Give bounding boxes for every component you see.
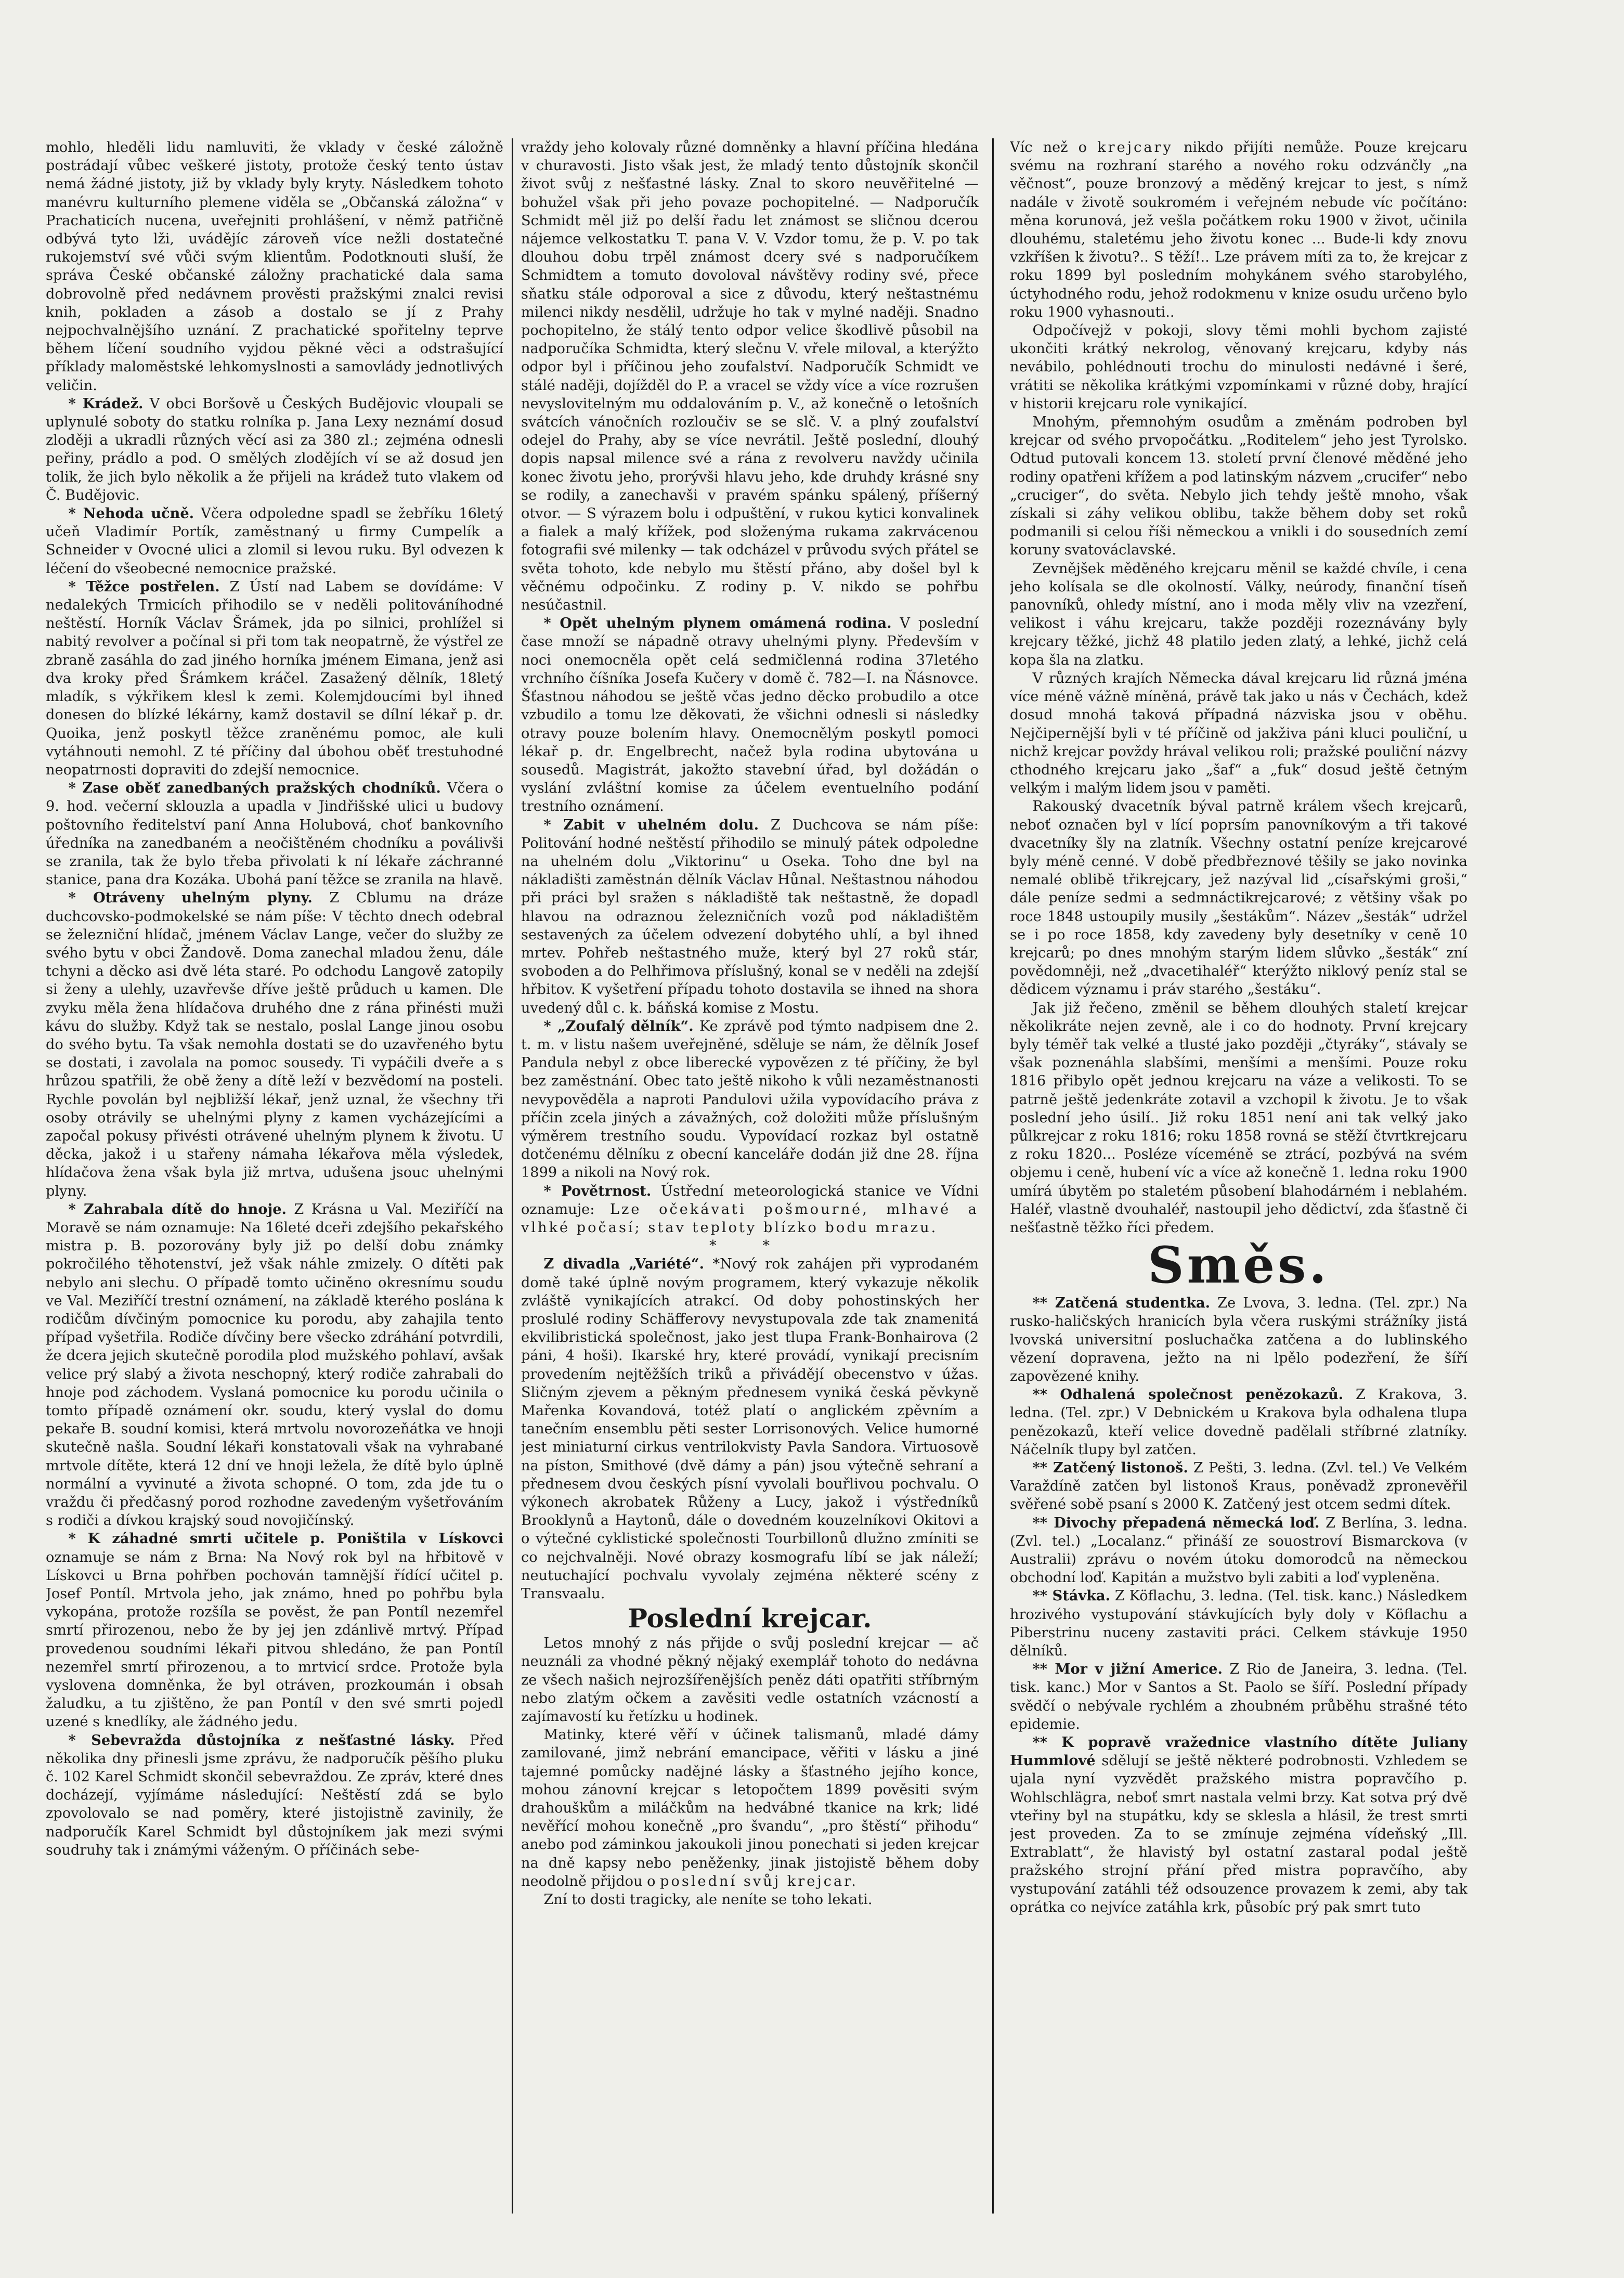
article-paragraph <box>46 1731 503 1859</box>
article-paragraph <box>1010 138 1467 321</box>
article-paragraph <box>1010 321 1467 413</box>
article-text: Rakouský dvacetník býval patrně králem všech krejcarů, neboť označen byl v lící poprsím panovníkovým a tři takové dvacetníky šly na zlatník. Všechny ostatní peníze krejcarové byly méně cenné. V době předbřeznové těšily se jako novinka nemalé oblibě třikrejcary, jež nazýval lid „císařskými groši,“ dále peníze sedmi a sedmnáctikrejcarové; z většiny však po roce 1848 ustoupily musily „šestákům“. Název „šesták“ udržel se i po roce 1858, kdy zavedeny byly desetníky v ceně 10 krejcarů; po dnes mnohým starým lidem slůvko „šesták“ zní povědomněji, než „dvacetihaléř“ kterýžto niklový peníz stal se dědicem významu i práv starého „šestáku“. <box>1010 798 1467 998</box>
article-text: Z Berlína, 3. ledna. (Zvl. tel.) „Localanz.“ přináší ze souostroví Bismarckova (v Australii) zprávu o novém útoku domorodců na německou obchodní loď. Kapitán a mužstvo byli zabiti a loď vypleněna. <box>1010 1515 1467 1586</box>
article-text: Z Pešti, 3. ledna. (Zvl. tel.) Ve Velkém Varaždíně zatčen byl listonoš Kraus, poněvadž zpronevěřil svěřené sobě psaní s 2000 K. Zatčený jest otcem sedmi dítek. <box>1010 1460 1467 1513</box>
article-paragraph <box>521 1017 979 1182</box>
article-paragraph <box>521 138 979 614</box>
article-lead: * K záhadné smrti učitele p. Poništila v Lískovci <box>68 1530 503 1547</box>
article-text: Z Rio de Janeira, 3. ledna. (Tel. tisk. kanc.) Mor v Santos a St. Paolo se šíří. Poslední případy svědčí o nebývale rychlém a zhoubném průběhu strašné této epidemie. <box>1010 1661 1467 1732</box>
article-text: sdělují se ještě některé podrobnosti. Vzhledem se ujala nyní vyzvědět pražského mistra popravčího p. Wohlschlägra, neboť smrt nastala velmi brzy. Kat sotva prý dvě vteřiny byl na stupátku, kdy se sklesla a hlásil, že trest smrti jest proveden. Za to se zmínuje zejména vídeňský „Ill. Extrablatt“, že hlavistý byl ostatní zastaral podal ještě pražského strojní přání před mistra popravčího, aby vystupování zatáhli též odsouzence provazem k zemi, aby tak oprátka co nejvíce zatáhla krk, působíc prý pak smrt tuto <box>1010 1753 1467 1915</box>
article-lead: ** Divochy přepadená německá loď. <box>1032 1514 1320 1531</box>
section-heading: Směs. <box>1148 1236 1330 1295</box>
article-paragraph <box>1010 1294 1467 1386</box>
column-2 <box>521 138 979 2214</box>
article-text: Z Krásna u Val. Meziříčí na Moravě se nám oznamuje: Na 16leté dceři zdejšího pekařského mistra p. B. pozorovány byly již po delší dobu známky pokročilého těhotenství, jež však náhle zmizely. O dítěti pak nebylo ani slechu. O případě tomto učiněno okresnímu soudu ve Val. Meziříčí trestní oznámení, na základě kterého poslána k rodičům dívčiným pomocnice ku porodu, aby zahajila tento případ vyšetřila. Rodiče dívčiny bere všecko zdráhání potvrdili, že dcera jejich skutečně porodila plod mužského pohlaví, avšak velice prý slabý a života neschopný, který rodiče zahrabali do hnoje pod záchodem. Vyslaná pomocnice ku porodu učinila o tomto případě oznámení okr. soudu, který vyslal do domu pekaře B. soudní komisi, která mrtvolu novorozeňátka ve hnoji skutečně našla. Soudní lékaři konstatovali však na vyhrabané mrtvole dítěte, která 12 dní ve hnoji ležela, že dítě bylo úplně normální a vyvinuté a života schopné. O tom, zda jde tu o vraždu či předčasný porod rozhodne zavedeným vyšetřováním s rodiči a dívkou krajský soud novojičínský. <box>46 1201 503 1529</box>
section-heading: Poslední krejcar. <box>628 1603 872 1634</box>
article-paragraph <box>46 1530 503 1731</box>
article-text: Z Köflachu, 3. ledna. (Tel. tisk. kanc.) Následkem hrozivého vystupování stávkujících byly doly v Köflachu a Piberstrinu nuceny zastaviti práci. Celkem stávkuje 1950 dělníků. <box>1010 1588 1467 1660</box>
article-lead: ** Stávka. <box>1032 1587 1111 1604</box>
article-paragraph <box>1010 999 1467 1237</box>
article-paragraph <box>1010 1660 1467 1733</box>
article-lead: * Povětrnost. <box>543 1182 652 1199</box>
article-text: *Nový rok zahájen při vyprodaném domě také úplně novým programem, který vykazuje několik zvláště vynikajících atrakcí. Od doby pohostinských her proslulé rodiny Schäfferovy nevystupovala zde tak znamenitá ekvilibristická společnost, jako jest tlupa Frank-Bonhairova (2 páni, 4 hoši). Ikarské hry, které provádí, vynikají precisním provedením nejtěžších triků a přivádějí obecenstvo v úžas. Sličným zjevem a pěkným přednesem vyniká česká pěvkyně Mařenka Kovandová, totéž platí o anglickém zpěvním a tanečním ensemblu pěti sester Lorrisonových. Velice humorné jest miniaturní cirkus ventrilokvisty Pavla Sandora. Virtuosově na píston, Smithové (dvě dámy a pán) jsou výtečně sehraní a přednesem dvou českých písní vyvolali bouřlivou pochvalu. O výkonech akrobatek Růženy a Lucy, jakož i výstředníků Brooklynů a Haytonů, dále o dovedném kouzelníkovi Okitovi a o výtečné cyklistické společnosti Tourbillonů dlužno zmíniti se co nejchvalněji. Nové obrazy kosmografu líbí se jak náleží; neutuchající pochvalu vyvolaly zejména některé scény z Transvaalu. <box>521 1256 979 1602</box>
article-paragraph <box>1010 669 1467 797</box>
article-lead: ** Zatčená studentka. <box>1032 1295 1211 1312</box>
article-text: Víc než o <box>1010 139 1098 156</box>
article-paragraph <box>46 138 503 395</box>
article-paragraph <box>46 779 503 889</box>
article-text: Z Duchcova se nám píše: Politování hodné neštěstí přihodilo se minulý pátek odpoledne na uhelném dolu „Viktorinu“ u Oseka. Toho dne byl na nákladišti zaměstnán dělník Václav Hůnal. Neštastnou náhodou při práci byl sražen s nákladiště tak neštastně, že dopadl hlavou na odraznou železničních vozů pod nákladištěm sestavených za účelem odvezení dobytého uhlí, a byl ihned mrtev. Pohřeb neštastného muže, který byl 27 roků stár, svoboden a do Pelhřimova příslušný, konal se v neděli na zdejší hřbitov. K vyšetření případu tohoto dostavila se ihned na shora uvedený důl c. k. báňská komise z Mostu. <box>521 817 979 1016</box>
article-paragraph <box>521 1255 979 1603</box>
article-paragraph <box>1010 1459 1467 1514</box>
column-divider <box>992 138 994 2214</box>
article-lead: * Těžce postřelen. <box>68 578 220 595</box>
article-paragraph <box>521 1182 979 1237</box>
article-lead: * Opět uhelným plynem omámená rodina. <box>543 615 892 632</box>
article-paragraph <box>46 1200 503 1530</box>
article-text: Včera o 9. hod. večerní sklouzla a upadla v Jindřišské ulici u budovy poštovního ředitelství paní Anna Holubová, choť bankovního úředníka na zanedbaném a neočištěném chodníku a poválivši se zranila, tak že bylo třeba přivolati k ní lékaře záchranné stanice, pana dra Kozáka. Ubohá paní těžce se zranila na hlavě. <box>46 780 503 888</box>
column-divider <box>512 138 513 2214</box>
article-text: Ústřední meteorologická stanice ve Vídni oznamuje: <box>521 1183 979 1218</box>
article-lead: * Krádež. <box>68 395 144 412</box>
article-text: Ke zprávě pod týmto nadpisem dne 2. t. m. v listu našem uveřejněné, sděluje se nám, že dělník Josef Pandula nebyl z obce liberecké vypovězen z té příčiny, že byl bez zaměstnání. Obec tato ještě nikoho k vůli nezaměstnanosti nevypověděla a naproti Pandulovi užila vypovídacího práva z příčin zcela jiných a závažných, což doložiti může příslušným výměrem trestního soudu. Vypovídací rozkaz byl ostatně dotčenému dělníku z obecní kanceláře dodán již dne 28. října 1899 a nikoli na Nový rok. <box>521 1018 979 1181</box>
article-paragraph <box>46 889 503 1200</box>
article-text: Jak již řečeno, změnil se během dlouhých staletí krejcar několikráte nejen zevně, ale i co do hodnoty. První krejcary byly téměř tak velké a tlusté jako později „čtyráky“, stávaly se však poznenáhla slabšími, menšími a menšími. Pouze roku 1816 přibylo opět jednou krejcaru na váze a velikosti. To se patrně ještě jedenkráte zotavil a vzchopil k životu. Je to však poslední jeho úsilí.. Již roku 1851 není ani tak velký jako půlkrejcar z roku 1816; roku 1858 rovná se stěží čtvrtkrejcaru z roku 1820... Posléze víceméně se ztrácí, pozbývá na svém objemu i ceně, hubení víc a více až konečně 1. ledna roku 1900 umírá úbytěm po staletém působení blahodárném i neblahém. Haléř, vlastně dvouhaléř, nastoupil jeho dědictví, zda šťastně či nešťastně těžko říci předem. <box>1010 1000 1467 1236</box>
article-text: Včera odpoledne spadl se žebříku 16letý učeň Vladimír Portík, zaměstnaný u firmy Cumpelík a Schneider v Ovocné ulici a zlomil si levou ruku. Byl odvezen k léčení do všeobecné nemocnice pražské. <box>46 506 503 577</box>
article-text: oznamuje se nám z Brna: Na Nový rok byl na hřbitově v Lískovci u Brna pohřben pochován tamnější řídící učitel p. Josef Pontíl. Mrtvola jeho, jak známo, hned po pohřbu byla vykopána, protože rozšíla se pověst, že pan Pontíl nezemřel smrtí přirozenou, nebo že by jej jen zdánlivě mrtvý. Případ provedenou soudními lékaři pitvou shledáno, že pan Pontíl nezemřel smrtí přirozenou, a to mrtvicí srdce. Protože byla vyslovena domněnka, že byl otráven, prozkoumán i obsah žaludku, a tu zjištěno, že pan Pontíl v den své smrti pojedl uzené s knedlíky, ale žádného jedu. <box>46 1549 503 1730</box>
article-paragraph <box>1010 1386 1467 1459</box>
article-lead: * Nehoda učně. <box>68 505 194 522</box>
article-text: Z Cblumu na dráze duchcovsko-podmokelské se nám píše: V těchto dnech odebral se železniční hlídač, jménem Václav Lange, večer do služby ze svého bytu v obci Žandově. Doma zanechal mladou ženu, dále tchyni a děcko asi dvě léta staré. Po odchodu Langově zatopily si ženy a ulehly, uzavřevše dříve ještě průduch u kamen. Dle zvyku měla žena hlídačova druhého dne z rána přinésti muži kávu do služby. Když tak se nestalo, poslal Lange jinou osobu do svého bytu. Ta však nemohla dostati se do uzavřeného bytu se dostati, i zavolala na pomoc sousedy. Ti vypáčili dveře a s hrůzou spatřili, že obě ženy a dítě leží v bezvědomí na posteli. Rychle povolán byl nejbližší lékař, jenž uznal, že všechny tři osoby otrávily se uhelnými plyny z kamen vycházejícími a započal pokusy přivésti otrávené uhelným plynem k životu. U děcka, jakož i u stařeny námaha lékařova měla výsledek, hlídačova žena však byla již mrtva, udušena jsouc uhelnými plyny. <box>46 890 503 1199</box>
article-text: mohlo, hleděli lidu namluviti, že vklady v české záložně postrádají vůbec veškeré jistoty, protože český tento ústav nemá žádné jistoty, již by vklady byly kryty. Následkem tohoto manévru kulturního plemene viděla se „Občanská záložna“ v Prachaticích nucena, uveřejniti prohlášení, v němž patřičně odbývá tyto lži, uvádějíc zároveň více nežli dostatečné rukojemství své vůči svým klientům. Podotknouti sluší, že správa České občanské záložny prachatické dala sama dobrovolně před nedávnem prověsti pražskými znalci revisi knih, pokladen a zásob a dostalo se jí z Prahy nejpochvalnějšího uznání. Z prachatické spořitelny teprve během líčení soudního vyjdou pěkné věci a odstrašující příklady maloměstské lehkomyslnosti a samovlády jednotlivých veličin. <box>46 139 503 394</box>
article-text: Z Ústí nad Labem se dovídáme: V nedalekých Trmicích přihodilo se v neděli politováníhodné neštěstí. Horník Václav Šrámek, jda po silnici, prohlížel si nabitý revolver a počínal si při tom tak neopatrně, že výstřel ze zbraně zasáhla do zad jiného horníka jménem Eimana, jenž asi dva kroky před Šrámkem kráčel. Zasažený dělník, 18letý mladík, s výkřikem klesl k zemi. Kolemjdoucími byl ihned donesen do blízké lékárny, kamž dostavil se dílní lékař p. dr. Quoika, jenž poskytl těžce zraněnému pomoc, ale kuli vytáhnouti nemohl. Z té příčiny dal úbohou oběť trestuhodné neopatrnosti dopraviti do zdejší nemocnice. <box>46 578 503 778</box>
article-paragraph <box>1010 560 1467 669</box>
article-lead: * Sebevražda důstojníka z nešťastné lásky. <box>68 1731 455 1749</box>
article-text: Z Krakova, 3. ledna. (Tel. zpr.) V Debnickém u Krakova byla odhalena tlupa penězokazů, kteří velice dovedně padělali stříbrné zlatníky. Náčelník tlupy byl zatčen. <box>1010 1387 1467 1458</box>
article-paragraph <box>46 395 503 504</box>
article-text: Letos mnohý z nás přijde o svůj poslední krejcar — ač neuználi za vhodné pěkný nějaký exemplář tohoto do nedávna ze všech našich nejrozšířenějších peněz dáti opatřiti stříbrným nebo zlatým očkem a zavěsiti vedle ostatních vzácností a zajímavostí ku řetízku u hodinek. <box>521 1635 979 1725</box>
article-text: V poslední čase množí se nápadně otravy uhelnými plyny. Především v noci onemocněla opět celá sedmičlenná rodina 37letého vrchního číšníka Josefa Kučery v domě č. 782—I. na Ňásnovce. Šťastnou náhodou se ještě včas jedno děcko probudilo a otce vzbudilo a tomu lze děkovati, že všichni odnesli si následky otravy pouze bolením hlavy. Onemocnělým poskytl pomoci lékař p. dr. Engelbrecht, načež byla rodina ubytována u sousedů. Magistrát, jakožto stavební úřad, byl dožádán o vyslání zvláštní komise za účelem eventuelního podání trestního oznámení. <box>521 615 979 815</box>
article-text: V obci Boršově u Českých Budějovic vloupali se uplynulé soboty do statku rolníka p. Jana Lexy neznámí dosud zloději a ukradli různých věcí asi za 380 zl.; zejména odnesli peřiny, prádlo a pod. O smělých zlodějích ví se až dosud jen tolik, že jich bylo několik a že přijeli na krádež tuto vlakem od Č. Budějovic. <box>46 395 503 503</box>
article-spaced-text: krejcary <box>1097 139 1173 156</box>
article-paragraph <box>521 1726 979 1891</box>
article-lead: * Zase oběť zanedbaných pražských chodníků. <box>68 780 441 797</box>
article-text: Matinky, které věří v účinek talismanů, mladé dámy zamilované, jimž nebrání emancipace, věřiti v lásku a jiné tajemné pomůcky nadějné lásky a šťastného jejího konce, mohou zánovní krejcar s letopočtem 1899 pověsiti svým drahouškům a miláčkům na hedvábné tkanice na krk; lidé nevěřící mohou konečně „pro švandu“, „pro štěstí“ přihodu“ anebo pod záminkou jakoukoli jinou ponechati si jeden krejcar na dně kapsy nebo peněženky, jinak jistojistě během doby neodolně přijdou o <box>521 1727 979 1889</box>
article-text: Ze Lvova, 3. ledna. (Tel. zpr.) Na rusko-haličských hranicích byla včera ruskými strážníky jistá lvovská universitní posluchačka zatčena a do lublinského vězení dopravena, ježto na ni lpělo podezření, že šíří zapovězené knihy. <box>1010 1295 1467 1384</box>
article-paragraph <box>1010 1514 1467 1587</box>
article-paragraph <box>1010 797 1467 999</box>
article-text: Před několika dny přinesli jsme zprávu, že nadporučík pěšího pluku č. 102 Karel Schmidt skončil sebevraždou. Ze zpráv, které dnes docházejí, vyjímáme následující: Neštěstí zdá se bylo zpovolovalo se nad poměry, které jistojistně zavinily, že nadporučík Karel Schmidt byl důstojníkem jak mezi svými soudruhy tak i známými váženým. O příčinách sebe- <box>46 1732 503 1858</box>
article-lead: ** Mor v jižní Americe. <box>1032 1661 1223 1678</box>
article-paragraph <box>46 504 503 578</box>
column-1 <box>46 138 503 2214</box>
article-paragraph <box>1010 1733 1467 1917</box>
article-lead: * Otráveny uhelným plyny. <box>68 889 313 907</box>
separator-stars: * * <box>709 1238 790 1254</box>
article-lead: ** K popravě vražednice vlastního dítěte Juliany Hummlové <box>1010 1734 1467 1769</box>
article-lead: Z divadla „Variété“. <box>543 1256 705 1273</box>
article-spaced-text: Lze očekávati pošmourné, mlhavé a vlhké počasí; stav teploty blízko bodu mrazu. <box>521 1201 979 1236</box>
article-text: V různých krajích Německa dával krejcaru lid různá jména více méně vážně míněná, právě tak jako u nás v Čechách, kdež dosud mnohá taková případná názviska jsou v oběhu. Nejčipernější byli v té příčině od jakživa páni kluci pouliční, u nichž krejcar povždy hrával velikou roli; pražské pouliční názvy cthodného krejcaru jako „šaf“ a „fuk“ dosud ještě četným velkým i malým lidem jsou v paměti. <box>1010 670 1467 797</box>
article-lead: ** Odhalená společnost penězokazů. <box>1032 1386 1344 1403</box>
column-3 <box>1010 138 1467 2214</box>
article-lead: * Zabit v uhelném dolu. <box>543 816 759 833</box>
article-lead: * Zahrabala dítě do hnoje. <box>68 1200 287 1218</box>
article-lead: * „Zoufalý dělník“. <box>543 1017 694 1034</box>
article-text: Zní to dosti tragicky, ale neníte se toho lekati. <box>543 1892 873 1908</box>
article-paragraph <box>521 614 979 816</box>
article-paragraph <box>521 816 979 1017</box>
article-text: Odpočívejž v pokoji, slovy těmi mohli bychom zajisté ukončiti krátký nekrolog, věnovaný krejcaru, kdyby nás nevábilo, pohlédnouti trochu do minulosti nedávné i šeré, vrátiti se několika krátkými vzpomínkami v různé doby, hrající v historii krejcaru role vynikající. <box>1010 322 1467 412</box>
article-text: nikdo přijíti nemůže. Pouze krejcaru svému na rozhraní starého a nového roku odzvánčly „na věčnost“, pouze bronzový a měděný krejcar to jest, s nímž nadále v životě soukromém i veřejném nebude víc počítáno: měna korunová, jež vešla počátkem roku 1900 v život, učinila dlouhému, staletému jeho životu konec ... Bude-li kdy znovu vzkříšen k životu?.. S těží!.. Lze právem míti za to, že krejcar z roku 1899 byl posledním mohykánem svého starobylého, úctyhodného rodu, jehož rodokmenu v knize osudu určeno bylo roku 1900 vyhasnouti.. <box>1010 139 1467 320</box>
article-paragraph <box>521 1634 979 1726</box>
article-text: vraždy jeho kolovaly různé domněnky a hlavní příčina hledána v churavosti. Jisto však jest, že mladý tento důstojník skončil život svůj z nešťastné lásky. Znal to skoro neuvěřitelné — bohužel však při jeho povaze pochopitelné. — Nadporučík Schmidt měl již po delší řadu let známost se sličnou dcerou nájemce velkostatku T. pana V. V. Vzdor tomu, že p. V. po tak dlouhou dobu trpěl známost dcery své s nadporučíkem Schmidtem a tomuto dovoloval návštěvy rodiny své, přece sňatku stále odporoval a sice z důvodu, který neštastnému milenci nikdy nesdělil, udržuje ho tak v mylné naději. Snadno pochopitelno, že stálý tento odpor velice škodlivě působil na nadporučíka Schmidta, který slečnu V. vřele miloval, a kterýžto odpor byl i příčinou jeho zoufalství. Nadporučík Schmidt ve stálé naději, dojížděl do P. a vracel se vždy více a více rozrušen nevyslovitelným mu oddalováním p. V., až konečně o letošních svátcích vánočních rozloučiv se se slč. V. a plný zoufalství odejel do Prahy, aby se více nevrátil. Ještě poslední, dlouhý dopis napsal milence své a rána z revolveru navždy učinila konec životu jeho, prorývši hlavu jeho, kde druhdy krásné sny se rodily, a zanechavši v pravém spánku spálený, příšerný otvor. — S výrazem bolu i odpuštění, v rukou kytici konvalinek a fialek a malý křížek, pod složenýma rukama zakrvácenou fotografii své milenky — tak odcházel v průvodu svých přátel se světa tohoto, kde nebylo mu štěstí přáno, aby došel byl k věčnému odpočinku. Z rodiny p. V. nikdo se pohřbu nesúčastnil. <box>521 139 979 614</box>
article-lead: ** Zatčený listonoš. <box>1032 1459 1188 1477</box>
article-paragraph <box>521 1891 979 1909</box>
article-paragraph <box>1010 413 1467 560</box>
article-text: Zevnějšek měděného krejcaru měnil se každé chvíle, i cena jeho kolísala se dle okolností. Války, neúrody, finanční tíseň panovníků, ohledy místní, ano i moda měly vliv na vzezření, velikost i váhu krejcaru, takže později rozeznávány byly krejcary těžké, jichž 48 platilo jeden zlatý, a lehké, jichž celá kopa šla na zlatku. <box>1010 560 1467 668</box>
article-paragraph <box>1010 1587 1467 1660</box>
article-text: Mnohým, přemnohým osudům a změnám podroben byl krejcar od svého prvopočátku. „Roditelem“ jeho jest Tyrolsko. Odtud putovali koncem 13. století první členové měděné jeho rodiny opatřeni křížem a pod latinským názvem „crucifer“ nebo „cruciger“, do světa. Nebylo jich tehdy ještě mnoho, však získali si záhy velikou oblibu, takže během doby set roků podmanili si celou říši německou a vnikli i do sousedních zemí koruny svatováclavské. <box>1010 414 1467 559</box>
article-paragraph <box>46 578 503 779</box>
article-spaced-text: poslední svůj krejcar. <box>660 1873 858 1889</box>
